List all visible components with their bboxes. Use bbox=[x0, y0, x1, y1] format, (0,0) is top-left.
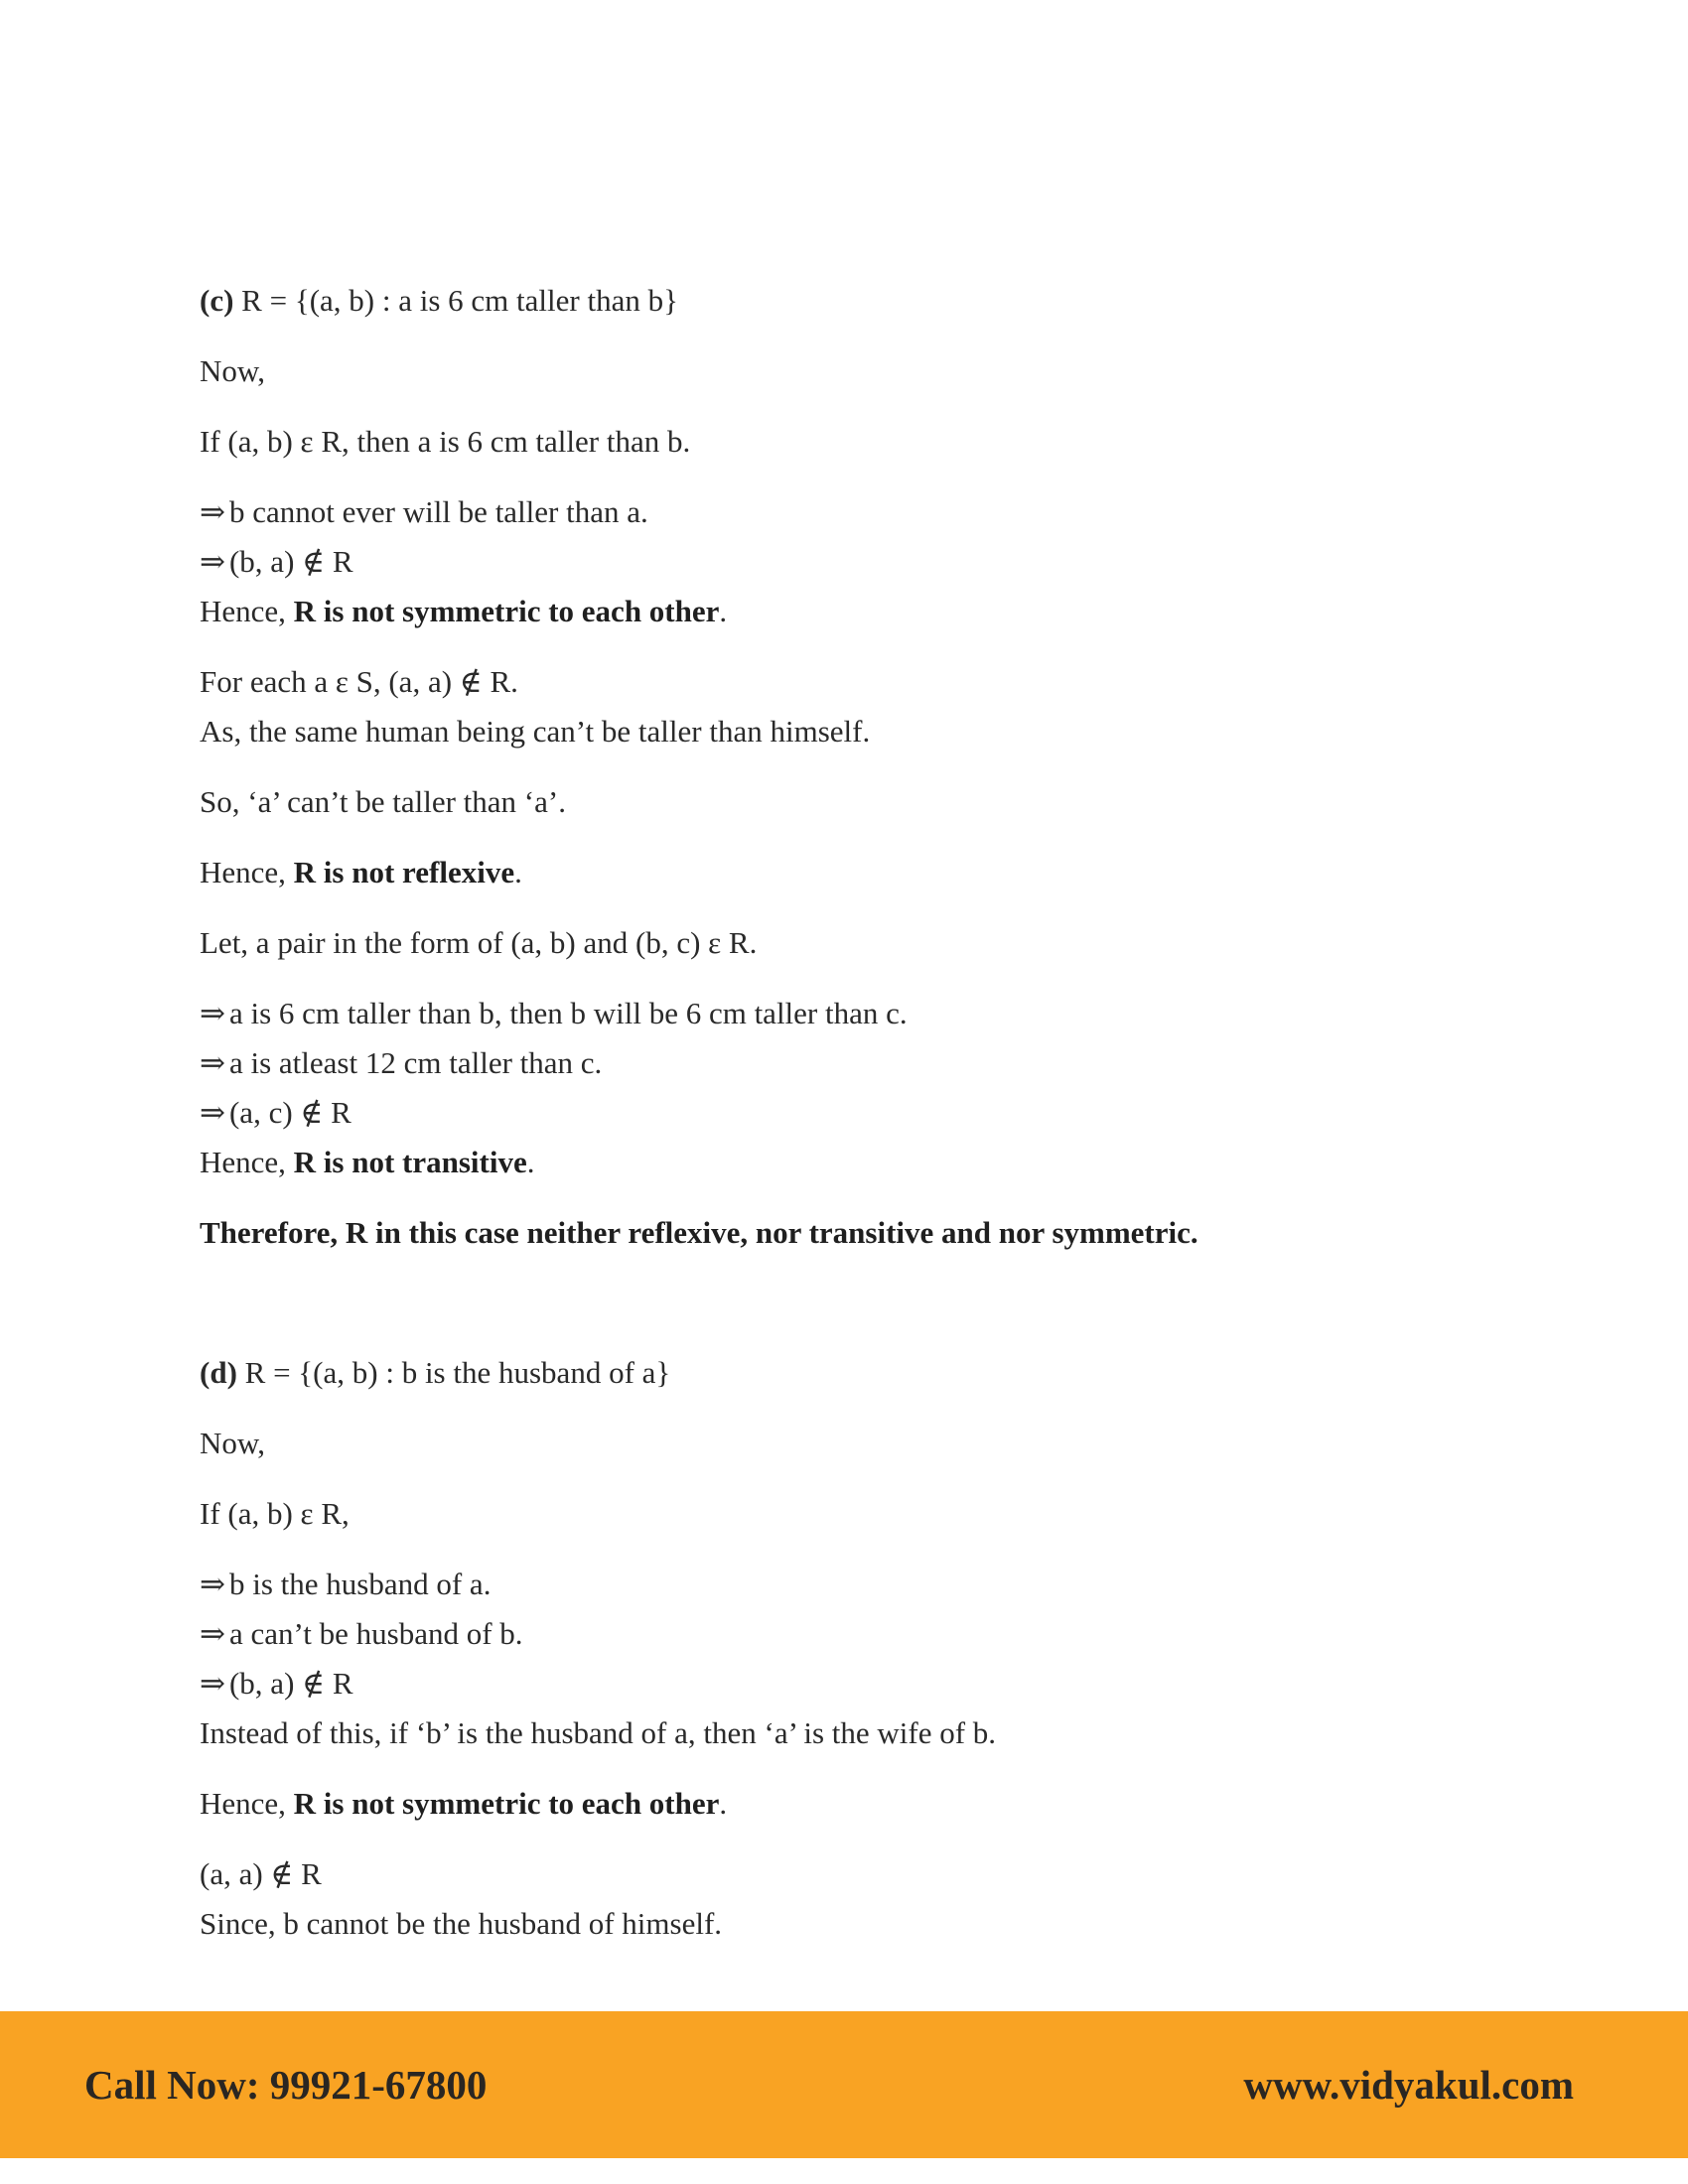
part-c-trans-step-2: ⇒ a is atleast 12 cm taller than c. bbox=[200, 1045, 603, 1080]
part-c-step-1: ⇒ b cannot ever will be taller than a. bbox=[200, 494, 648, 529]
part-c-final-conclusion: Therefore, R in this case neither reflexive, nor transitive and nor symmetric. bbox=[200, 1215, 1198, 1250]
part-d-instead: Instead of this, if ‘b’ is the husband of a, then ‘a’ is the wife of b. bbox=[200, 1715, 997, 1750]
part-d-reflexive-reason: Since, b cannot be the husband of himself. bbox=[200, 1906, 723, 1941]
part-c-transitive-let: Let, a pair in the form of (a, b) and (b, c) ε R. bbox=[200, 925, 758, 960]
part-c-heading bbox=[200, 276, 1490, 326]
part-d-now: Now, bbox=[200, 1426, 266, 1460]
implies-symbol: ⇒ bbox=[200, 1567, 225, 1601]
part-c-label: (c) bbox=[200, 283, 234, 318]
implies-symbol: ⇒ bbox=[200, 1095, 225, 1130]
part-d-reflexive-check: (a, a) ∉ R bbox=[200, 1856, 322, 1891]
part-d-label: (d) bbox=[200, 1355, 237, 1390]
part-c-transitive-conclusion: Hence, R is not transitive. bbox=[200, 1145, 535, 1179]
footer-phone[interactable]: Call Now: 99921-67800 bbox=[84, 2062, 488, 2108]
part-d-step-1: ⇒ b is the husband of a. bbox=[200, 1567, 492, 1601]
part-c-if-line: If (a, b) ε R, then a is 6 cm taller than b. bbox=[200, 424, 691, 459]
part-c-now: Now, bbox=[200, 353, 266, 388]
document-body bbox=[200, 276, 1490, 1949]
part-c-trans-step-1: ⇒ a is 6 cm taller than b, then b will be 6 cm taller than c. bbox=[200, 996, 908, 1030]
part-c-reflexive-so: So, ‘a’ can’t be taller than ‘a’. bbox=[200, 784, 566, 819]
implies-symbol: ⇒ bbox=[200, 1045, 225, 1080]
part-c-reflexive-conclusion: Hence, R is not reflexive. bbox=[200, 855, 522, 889]
part-d-step-3: ⇒ (b, a) ∉ R bbox=[200, 1666, 353, 1701]
footer-banner bbox=[0, 2011, 1688, 2158]
part-c-reflexive-reason: As, the same human being can’t be taller than himself. bbox=[200, 714, 871, 749]
part-d-if-line: If (a, b) ε R, bbox=[200, 1496, 350, 1531]
implies-symbol: ⇒ bbox=[200, 1666, 225, 1701]
implies-symbol: ⇒ bbox=[200, 544, 225, 579]
footer-website-link[interactable]: www.vidyakul.com bbox=[1243, 2062, 1574, 2108]
implies-symbol: ⇒ bbox=[200, 1616, 225, 1651]
part-d-definition: R = {(a, b) : b is the husband of a} bbox=[244, 1355, 671, 1390]
implies-symbol: ⇒ bbox=[200, 996, 225, 1030]
part-c-definition: R = {(a, b) : a is 6 cm taller than b} bbox=[241, 283, 678, 318]
part-c-reflexive-check: For each a ε S, (a, a) ∉ R. bbox=[200, 664, 518, 699]
implies-symbol: ⇒ bbox=[200, 494, 225, 529]
part-d-step-2: ⇒ a can’t be husband of b. bbox=[200, 1616, 523, 1651]
part-c-step-2: ⇒ (b, a) ∉ R bbox=[200, 544, 353, 579]
part-c-trans-step-3: ⇒ (a, c) ∉ R bbox=[200, 1095, 352, 1130]
part-c-symmetric-conclusion: Hence, R is not symmetric to each other. bbox=[200, 594, 728, 628]
part-d-heading bbox=[200, 1348, 1490, 1398]
part-d-symmetric-conclusion: Hence, R is not symmetric to each other. bbox=[200, 1786, 728, 1821]
